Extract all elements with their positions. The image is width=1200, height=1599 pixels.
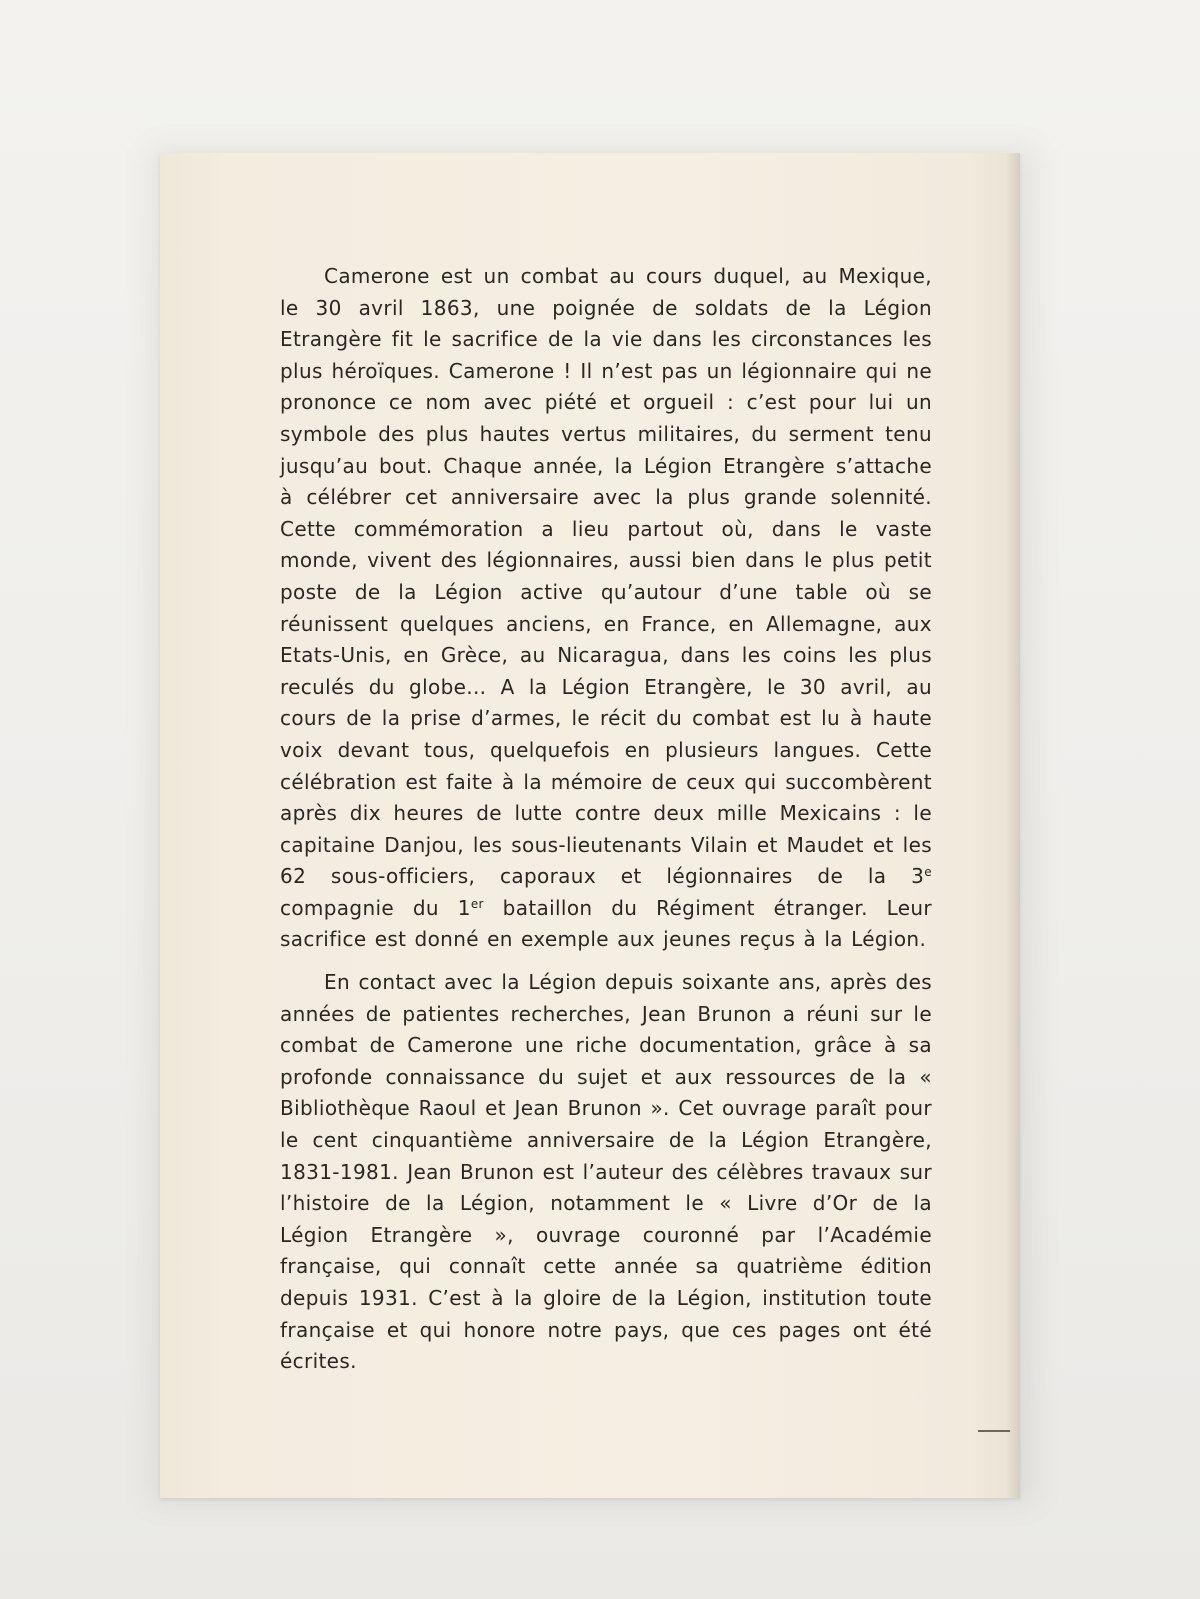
paragraph-jean-brunon: En contact avec la Légion depuis soixante ans, après des années de patientes recherches, Jean Brunon a réuni sur le combat de Camerone une riche documentation, grâce à sa profonde connaissance du sujet et aux ressources de la « Bibliothèque Raoul et Jean Brunon ». Cet ouvrage paraît pour le cent cinquantième anniversaire de la Légion Etrangère, 1831-1981. Jean Brunon est l’auteur des célèbres travaux sur l’histoire de la Légion, notamment le « Livre d’Or de la Légion Etrangère », ouvrage couronné par l’Académie française, qui connaît cette année sa quatrième édition depuis 1931. C’est à la gloire de la Légion, institution toute française et qui honore notre pays, que ces pages ont été écrites. (280, 970, 932, 1374)
paragraph-camerone-part-2: compagnie du 1 (280, 895, 471, 920)
cover-corner-mark (978, 1430, 1010, 1432)
book-back-cover (160, 153, 1020, 1498)
book-spine-edge (1006, 153, 1020, 1498)
superscript-e: e (924, 865, 932, 880)
paragraph-camerone-part-3: bataillon du Régiment étranger. Leur sacrifice est donné en exemple aux jeunes reçus à la Légion. (280, 895, 933, 952)
paragraph-camerone (280, 261, 932, 956)
back-cover-text (280, 261, 932, 1378)
paragraph-camerone-part-1: Camerone est un combat au cours duquel, au Mexique, le 30 avril 1863, une poignée de soldats de la Légion Etrangère fit le sacrifice de la vie dans les circonstances les plus héroïques. Camerone ! Il n’est pas un légionnaire qui ne prononce ce nom avec piété et orgueil : c’est pour lui un symbole des plus hautes vertus militaires, du serment tenu jusqu’au bout. Chaque année, la Légion Etrangère s’attache à célébrer cet anniversaire avec la plus grande solennité. Cette commémoration a lieu partout où, dans le vaste monde, vivent des légionnaires, aussi bien dans le plus petit poste de la Légion active qu’autour d’une table où se réunissent quelques anciens, en France, en Allemagne, aux Etats-Unis, en Grèce, au Nicaragua, dans les coins les plus reculés du globe... A la Légion Etrangère, le 30 avril, au cours de la prise d’armes, le récit du combat est lu à haute voix devant tous, quelquefois en plusieurs langues. Cette célébration est faite à la mémoire de ceux qui succombèrent après dix heures de lutte contre deux mille Mexicains : le capitaine Danjou, les sous-lieutenants Vilain et Maudet et les 62 sous-officiers, caporaux et légionnaires de la 3 (280, 264, 932, 889)
superscript-er: er (470, 896, 484, 911)
